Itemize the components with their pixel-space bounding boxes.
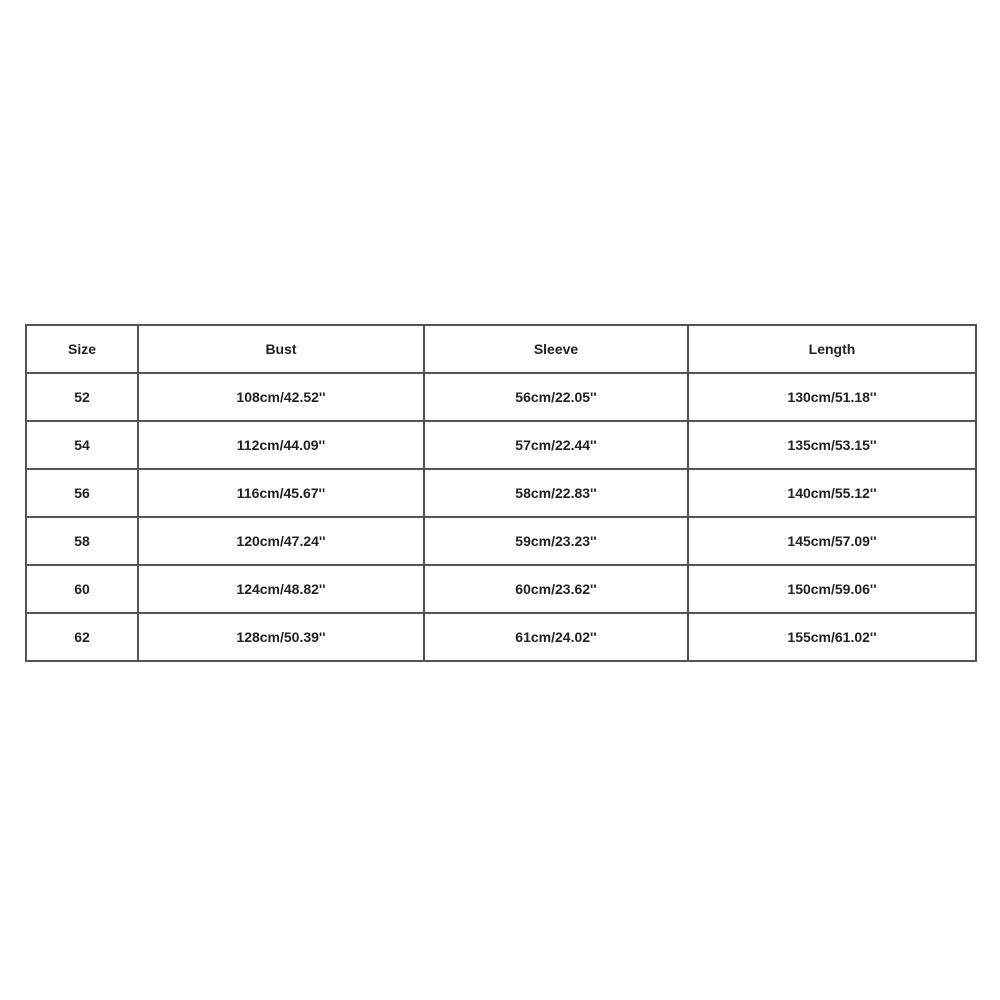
cell-sleeve: 56cm/22.05'' xyxy=(424,373,688,421)
cell-length: 155cm/61.02'' xyxy=(688,613,976,661)
table-row xyxy=(26,373,976,421)
header-size: Size xyxy=(26,325,138,373)
cell-size: 56 xyxy=(26,469,138,517)
cell-length: 145cm/57.09'' xyxy=(688,517,976,565)
cell-bust: 112cm/44.09'' xyxy=(138,421,424,469)
header-bust: Bust xyxy=(138,325,424,373)
cell-bust: 124cm/48.82'' xyxy=(138,565,424,613)
size-chart-body xyxy=(26,373,976,661)
cell-size: 54 xyxy=(26,421,138,469)
header-length: Length xyxy=(688,325,976,373)
table-row xyxy=(26,469,976,517)
cell-sleeve: 60cm/23.62'' xyxy=(424,565,688,613)
cell-length: 130cm/51.18'' xyxy=(688,373,976,421)
table-row xyxy=(26,421,976,469)
cell-size: 52 xyxy=(26,373,138,421)
cell-bust: 108cm/42.52'' xyxy=(138,373,424,421)
cell-length: 140cm/55.12'' xyxy=(688,469,976,517)
cell-length: 150cm/59.06'' xyxy=(688,565,976,613)
table-row xyxy=(26,613,976,661)
header-row xyxy=(26,325,976,373)
cell-size: 60 xyxy=(26,565,138,613)
cell-size: 58 xyxy=(26,517,138,565)
cell-sleeve: 61cm/24.02'' xyxy=(424,613,688,661)
size-chart-header xyxy=(26,325,976,373)
cell-sleeve: 57cm/22.44'' xyxy=(424,421,688,469)
size-chart-table xyxy=(25,324,977,662)
cell-length: 135cm/53.15'' xyxy=(688,421,976,469)
cell-bust: 120cm/47.24'' xyxy=(138,517,424,565)
cell-size: 62 xyxy=(26,613,138,661)
table-row xyxy=(26,517,976,565)
header-sleeve: Sleeve xyxy=(424,325,688,373)
cell-sleeve: 59cm/23.23'' xyxy=(424,517,688,565)
cell-bust: 128cm/50.39'' xyxy=(138,613,424,661)
table-row xyxy=(26,565,976,613)
cell-bust: 116cm/45.67'' xyxy=(138,469,424,517)
cell-sleeve: 58cm/22.83'' xyxy=(424,469,688,517)
